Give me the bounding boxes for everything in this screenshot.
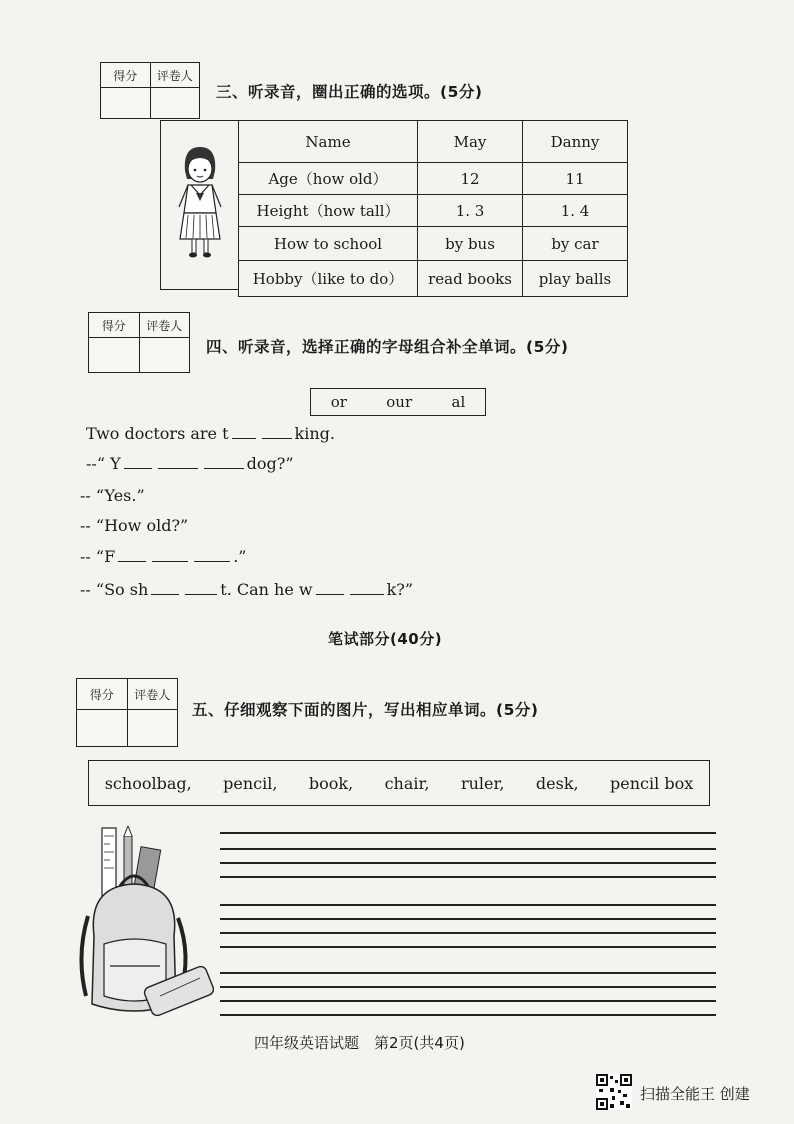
table-row-label: Height（how tall） [239,195,418,227]
sentence-3: -- “Yes.” [80,486,145,505]
girl-picture-frame [160,120,239,290]
word-chair: chair, [384,773,430,793]
qr-code-icon [596,1074,632,1110]
score-label: 得分 [89,687,114,702]
score-cell[interactable] [101,88,150,118]
option-may-school[interactable]: by bus [418,227,523,261]
blank[interactable] [316,580,344,595]
sentence-5-end: .” [233,547,247,566]
writing-line [220,972,716,974]
blank[interactable] [152,547,188,562]
option-our: our [386,393,413,411]
option-danny-age[interactable]: 11 [523,163,628,195]
blank[interactable] [151,580,179,595]
option-danny-hobby[interactable]: play balls [523,261,628,297]
info-table [238,120,628,297]
word-pencil: pencil, [223,773,278,793]
girl-illustration [161,121,239,289]
sentence-2-end: dog?” [246,454,294,473]
section3-title: 三、听录音，圈出正确的选项。(5分) [216,83,483,101]
score-box-section5 [76,678,178,747]
writing-line [220,1014,716,1016]
score-label: 得分 [113,68,138,83]
grader-cell[interactable] [139,338,190,372]
option-may-height[interactable]: 1. 3 [418,195,523,227]
writing-line [220,862,716,864]
writing-line [220,848,716,850]
writing-line [220,946,716,948]
blank[interactable] [124,454,152,469]
option-may-age[interactable]: 12 [418,163,523,195]
score-box-section3 [100,62,200,119]
word-pencil-box: pencil box [610,773,694,793]
score-label: 得分 [101,318,126,333]
grader-label: 评卷人 [139,313,190,337]
blank[interactable] [194,547,230,562]
word-ruler: ruler, [460,773,505,793]
sentence-1 [86,424,335,443]
writing-line [220,1000,716,1002]
scanner-watermark: 扫描全能王 创建 [640,1085,750,1103]
writing-line [220,876,716,878]
writing-area[interactable] [220,826,720,1036]
blank[interactable] [232,424,256,439]
word-book: book, [308,773,354,793]
blank[interactable] [118,547,146,562]
option-may-hobby[interactable]: read books [418,261,523,297]
letter-options-box [310,388,486,416]
schoolbag-illustration [74,826,214,1036]
sentence-1-end: king. [294,424,335,443]
sentence-6 [80,580,413,599]
written-part-title: 笔试部分(40分) [328,630,443,648]
word-desk: desk, [535,773,579,793]
writing-line [220,986,716,988]
sentence-6-end: k?” [386,580,414,599]
table-header-may: May [418,121,523,163]
writing-line [220,904,716,906]
sentence-2-start: --“ Y [86,454,121,473]
sentence-1-start: Two doctors are t [86,424,229,443]
sentence-6-middle: t. Can he w [220,580,313,599]
blank[interactable] [185,580,217,595]
sentence-4: -- “How old?” [80,516,189,535]
sentence-2 [86,454,294,473]
blank[interactable] [204,454,244,469]
table-row-label: Hobby（like to do） [239,261,418,297]
writing-line [220,932,716,934]
blank[interactable] [350,580,384,595]
option-or: or [330,393,347,411]
sentence-5-start: -- “F [80,547,116,566]
blank[interactable] [158,454,198,469]
score-cell[interactable] [77,710,127,746]
blank[interactable] [262,424,292,439]
score-box-section4 [88,312,190,373]
section4-title: 四、听录音，选择正确的字母组合补全单词。(5分) [206,338,569,356]
writing-line [220,832,716,834]
word-bank-box [88,760,710,806]
table-header-name: Name [239,121,418,163]
grader-label: 评卷人 [150,63,200,87]
table-row-label: Age（how old） [239,163,418,195]
grader-label: 评卷人 [127,679,178,709]
grader-cell[interactable] [150,88,200,118]
word-schoolbag: schoolbag, [104,773,192,793]
schoolbag-picture [74,826,214,1036]
table-header-danny: Danny [523,121,628,163]
option-danny-height[interactable]: 1. 4 [523,195,628,227]
score-cell[interactable] [89,338,139,372]
table-row-label: How to school [239,227,418,261]
section5-title: 五、仔细观察下面的图片，写出相应单词。(5分) [192,701,539,719]
writing-line [220,918,716,920]
option-danny-school[interactable]: by car [523,227,628,261]
option-al: al [451,393,466,411]
page-footer: 四年级英语试题 第2页(共4页) [254,1034,465,1052]
sentence-5 [80,547,246,566]
grader-cell[interactable] [127,710,178,746]
sentence-6-start: -- “So sh [80,580,149,599]
